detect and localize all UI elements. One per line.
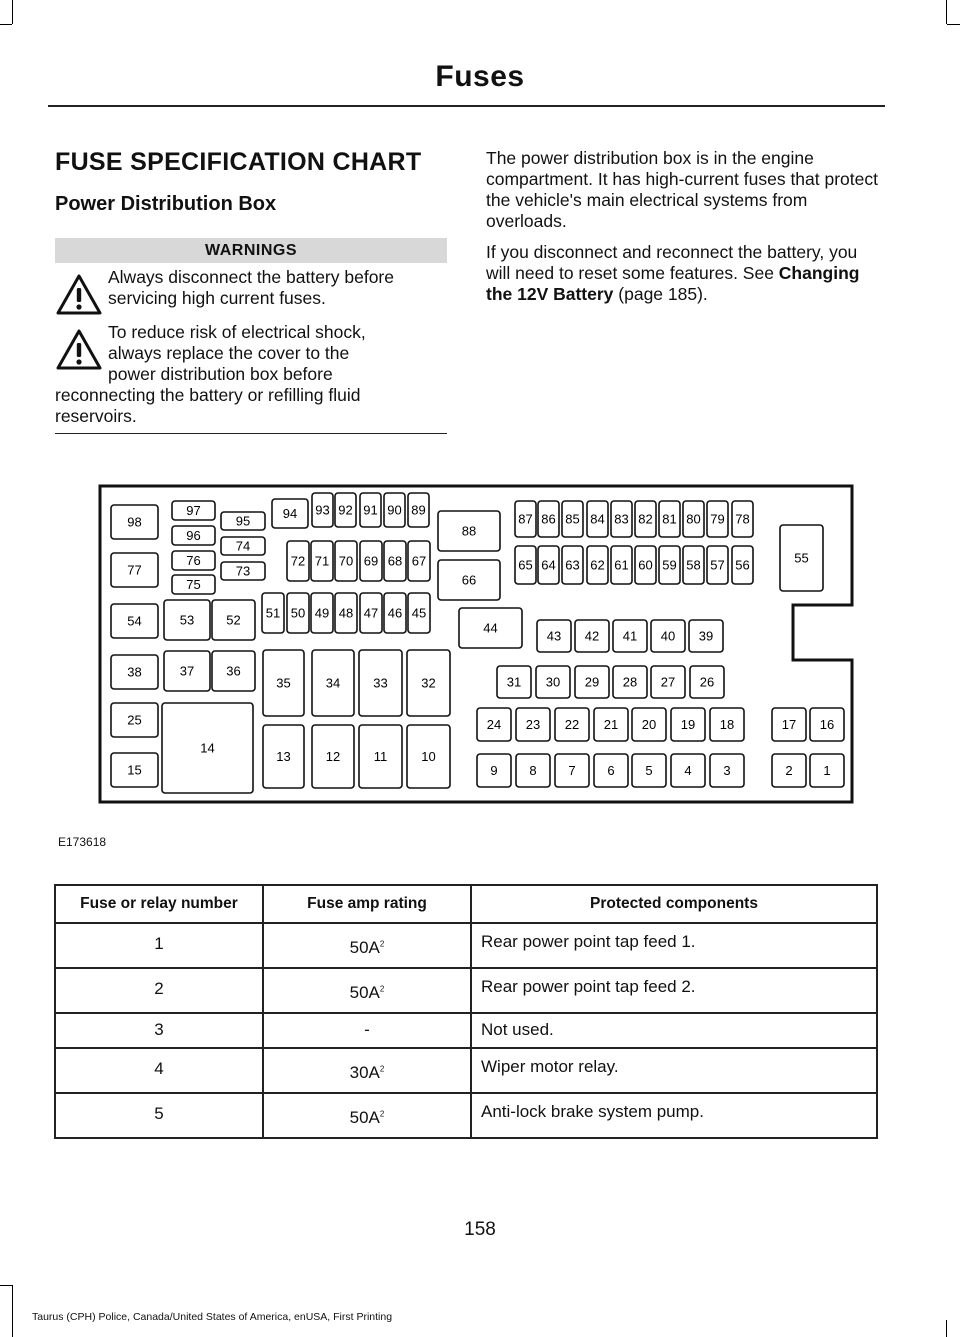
fuse-slot (384, 593, 406, 633)
fuse-label: 25 (127, 712, 142, 728)
fuse-label: 20 (641, 717, 657, 732)
fuse-slot (212, 651, 255, 691)
fuse-slot (111, 604, 158, 638)
fuse-label: 1 (823, 763, 831, 778)
fuse-slot (780, 525, 823, 591)
fuse-label: 11 (373, 749, 388, 764)
fuse-label: 44 (483, 620, 498, 636)
fuse-label: 96 (186, 528, 201, 543)
fuse-label: 43 (546, 628, 562, 644)
amp-rating (263, 968, 471, 1013)
fuse-slot (594, 708, 628, 741)
fuse-label: 86 (541, 511, 556, 527)
amp-value: - (364, 1020, 370, 1039)
fuse-label: 26 (699, 674, 715, 690)
fuse-slot (384, 493, 405, 527)
fuse-label: 5 (645, 763, 653, 778)
fuse-label: 8 (529, 763, 537, 778)
amp-rating (263, 1013, 471, 1048)
section-title: Power Distribution Box (55, 193, 277, 215)
fuse-number: 4 (55, 1048, 263, 1093)
amp-rating (263, 1093, 471, 1138)
fuse-slot (659, 546, 680, 584)
fuse-label: 45 (411, 605, 427, 621)
fuse-slot (162, 703, 253, 793)
crop-mark (12, 0, 13, 24)
fuse-slot (537, 620, 571, 652)
left-column (55, 148, 447, 434)
fuse-slot (384, 541, 406, 581)
fuse-slot (690, 666, 724, 698)
fuse-slot (221, 562, 265, 580)
fuse-label: 66 (461, 572, 477, 588)
fuse-number: 5 (55, 1093, 263, 1138)
fuse-slot (536, 666, 570, 698)
fuse-slot (408, 493, 429, 527)
fuse-label: 68 (387, 553, 403, 569)
protected-components: Rear power point tap feed 1. (471, 923, 877, 968)
fuse-label: 59 (662, 557, 677, 573)
fuse-label: 91 (363, 502, 378, 518)
fuse-slot (111, 655, 158, 689)
warning-triangle-icon (55, 328, 103, 372)
fuse-slot (555, 754, 589, 787)
fuse-label: 13 (276, 749, 291, 764)
fuse-slot (659, 501, 680, 537)
intro-paragraph: The power distribution box is in the engine compartment. It has high-current fuses that protect the vehicle's main electrical systems from overloads. (486, 148, 878, 231)
fuse-label: 70 (338, 553, 354, 569)
column-header: Protected components (471, 885, 877, 923)
fuse-label: 63 (565, 557, 580, 573)
fuse-number: 1 (55, 923, 263, 968)
fuse-label: 71 (314, 553, 330, 569)
warning-1-line-1: Always disconnect the battery before (108, 267, 394, 287)
warning-2-line-3: power distribution box before (108, 364, 333, 384)
cross-reference-link[interactable]: Changing the 12V Battery (486, 263, 860, 304)
fuse-slot (689, 620, 723, 652)
fuse-slot (613, 620, 647, 652)
fuse-slot (164, 651, 210, 691)
fuse-label: 48 (338, 605, 354, 621)
page-number: 158 (464, 1219, 496, 1240)
fuse-slot (516, 708, 550, 741)
fuse-label: 67 (411, 553, 427, 569)
fuse-label: 22 (564, 717, 580, 732)
fuse-slot (635, 501, 656, 537)
fuse-slot (221, 537, 265, 555)
fuse-label: 16 (819, 717, 835, 732)
fuse-slot (707, 546, 728, 584)
fuse-label: 72 (290, 553, 306, 569)
fuse-slot (335, 593, 357, 633)
table-row (55, 923, 877, 968)
fuse-label: 47 (363, 605, 379, 621)
fuse-slot (263, 725, 304, 788)
fuse-label: 17 (781, 717, 797, 732)
fuse-slot (408, 541, 430, 581)
fuse-label: 2 (785, 763, 793, 778)
fuse-label: 92 (338, 502, 353, 518)
column-header: Fuse amp rating (263, 885, 471, 923)
fuse-slot (287, 541, 309, 581)
fuse-label: 15 (127, 762, 142, 778)
warnings-banner: WARNINGS (55, 238, 447, 263)
fuse-label: 88 (461, 523, 477, 539)
fuse-label: 39 (698, 628, 714, 644)
fuse-label: 46 (387, 605, 403, 621)
fuse-slot (671, 754, 705, 787)
fuse-label: 21 (603, 717, 619, 732)
fuse-label: 32 (421, 675, 436, 691)
fuse-slot (212, 600, 255, 640)
fuse-slot (172, 526, 215, 545)
fuse-slot (335, 493, 356, 527)
fuse-label: 87 (518, 511, 533, 527)
fuse-label: 84 (590, 511, 605, 527)
fuse-label: 95 (235, 513, 251, 529)
fuse-slot (671, 708, 705, 741)
fuse-slot (538, 501, 559, 537)
fuse-slot (111, 505, 158, 539)
fuse-slot (707, 501, 728, 537)
fuse-box-diagram (97, 483, 857, 805)
fuse-label: 7 (568, 763, 576, 778)
fuse-slot (516, 754, 550, 787)
fuse-label: 58 (686, 557, 701, 573)
figure-id: E173618 (58, 835, 107, 849)
warning-2-line-4: reconnecting the battery or refilling fluid (55, 385, 361, 405)
protected-components: Wiper motor relay. (471, 1048, 877, 1093)
fuse-label: 55 (794, 550, 809, 566)
warning-1 (55, 267, 447, 309)
fuse-label: 82 (638, 511, 653, 527)
fuse-label: 6 (607, 763, 615, 778)
fuse-slot (111, 753, 158, 787)
fuse-label: 62 (590, 557, 605, 573)
warning-2-line-2: always replace the cover to the (108, 343, 350, 363)
footer-text: Taurus (CPH) Police, Canada/United States of America, enUSA, First Printing (32, 1311, 393, 1323)
fuse-slot (408, 593, 430, 633)
warning-2-line-5: reservoirs. (55, 406, 137, 426)
fuse-slot (312, 493, 333, 527)
fuse-label: 89 (411, 502, 426, 518)
fuse-label: 19 (680, 717, 696, 732)
fuse-label: 41 (622, 628, 638, 644)
fuse-slot (810, 754, 844, 787)
fuse-slot (772, 754, 806, 787)
fuse-slot (438, 511, 500, 551)
fuse-label: 64 (541, 557, 556, 573)
warning-1-line-2: servicing high current fuses. (108, 288, 326, 308)
fuse-slot (359, 725, 402, 788)
fuse-slot (683, 546, 704, 584)
fuse-slot (651, 620, 685, 652)
fuse-slot (272, 499, 308, 528)
page-reference: (page 185). (613, 284, 708, 304)
amp-value: 50A (349, 938, 380, 957)
fuse-label: 23 (525, 717, 541, 732)
table-row (55, 968, 877, 1013)
fuse-slot (312, 725, 354, 788)
fuse-label: 30 (545, 674, 561, 690)
fuse-label: 52 (226, 612, 241, 628)
fuse-slot (587, 546, 608, 584)
fuse-slot (555, 708, 589, 741)
fuse-label: 75 (186, 577, 201, 592)
fuse-label: 98 (127, 514, 142, 530)
warnings-divider (55, 433, 447, 434)
fuse-spec-table (54, 884, 878, 1139)
fuse-label: 12 (325, 749, 341, 764)
chart-title: FUSE SPECIFICATION CHART (55, 148, 422, 176)
fuse-slot (459, 608, 522, 648)
fuse-slot (575, 666, 609, 698)
fuse-slot (611, 546, 632, 584)
fuse-label: 28 (622, 674, 638, 690)
fuse-label: 36 (226, 663, 241, 679)
fuse-label: 29 (584, 674, 600, 690)
fuse-slot (262, 593, 284, 633)
fuse-slot (111, 553, 158, 587)
fuse-slot (632, 754, 666, 787)
fuse-label: 18 (719, 717, 735, 732)
fuse-slot (732, 546, 753, 584)
fuse-label: 34 (325, 675, 341, 691)
fuse-label: 35 (276, 675, 291, 691)
fuse-label: 79 (710, 511, 725, 527)
fuse-slot (810, 708, 844, 741)
fuse-slot (312, 650, 354, 716)
fuse-label: 40 (660, 628, 676, 644)
fuse-label: 38 (127, 664, 142, 680)
column-header: Fuse or relay number (55, 885, 263, 923)
protected-components: Not used. (471, 1013, 877, 1048)
fuse-slot (172, 501, 215, 520)
fuse-label: 69 (363, 553, 379, 569)
amp-value: 50A (349, 1108, 380, 1127)
fuse-label: 56 (735, 557, 750, 573)
fuse-slot (111, 703, 158, 737)
fuse-slot (360, 541, 382, 581)
fuse-slot (710, 708, 744, 741)
warning-2 (55, 322, 447, 427)
fuse-slot (710, 754, 744, 787)
fuse-label: 73 (235, 563, 251, 579)
header-divider (48, 105, 885, 107)
fuse-label: 53 (179, 612, 195, 628)
warning-2-line-1: To reduce risk of electrical shock, (108, 322, 366, 342)
fuse-slot (360, 593, 382, 633)
warning-triangle-icon (55, 273, 103, 317)
fuse-slot (477, 754, 511, 787)
battery-paragraph (486, 242, 881, 305)
fuse-slot (335, 541, 357, 581)
amp-value: 30A (349, 1063, 380, 1082)
fuse-slot (683, 501, 704, 537)
fuse-label: 65 (518, 557, 533, 573)
fuse-slot (311, 593, 333, 633)
fuse-slot (594, 754, 628, 787)
fuse-slot (562, 501, 583, 537)
fuse-slot (407, 725, 450, 788)
fuse-label: 83 (614, 511, 629, 527)
crop-mark (947, 24, 960, 25)
crop-mark (0, 24, 12, 25)
amp-rating (263, 923, 471, 968)
fuse-slot (263, 650, 304, 716)
fuse-label: 24 (486, 717, 502, 732)
fuse-slot (287, 593, 309, 633)
fuse-slot (538, 546, 559, 584)
fuse-label: 50 (290, 605, 306, 621)
fuse-label: 90 (387, 502, 402, 518)
fuse-label: 60 (638, 557, 653, 573)
fuse-slot (172, 551, 215, 570)
protected-components: Rear power point tap feed 2. (471, 968, 877, 1013)
fuse-slot (772, 708, 806, 741)
fuse-label: 14 (200, 740, 215, 756)
fuse-label: 51 (265, 605, 281, 621)
page-title: Fuses (435, 60, 525, 93)
fuse-slot (172, 575, 215, 594)
fuse-slot (611, 501, 632, 537)
crop-mark (12, 1285, 13, 1337)
fuse-label: 77 (127, 562, 142, 578)
fuse-slot (562, 546, 583, 584)
fuse-slot (587, 501, 608, 537)
table-row (55, 1048, 877, 1093)
crop-mark (0, 1285, 12, 1286)
fuse-slot (613, 666, 647, 698)
footnote-marker: 2 (379, 1064, 385, 1074)
fuse-label: 9 (490, 763, 498, 778)
fuse-label: 76 (186, 553, 201, 568)
fuse-slot (575, 620, 609, 652)
table-header-row (55, 885, 877, 923)
fuse-slot (360, 493, 381, 527)
amp-value: 50A (349, 983, 380, 1002)
fuse-label: 80 (686, 511, 701, 527)
fuse-slot (651, 666, 685, 698)
fuse-slot (477, 708, 511, 741)
fuse-label: 49 (314, 605, 330, 621)
fuse-number: 2 (55, 968, 263, 1013)
fuse-label: 78 (735, 511, 750, 527)
fuse-slot (635, 546, 656, 584)
footnote-marker: 2 (379, 984, 385, 994)
battery-paragraph-text: If you disconnect and reconnect the battery, you will need to reset some features. See (486, 242, 858, 283)
fuse-label: 31 (506, 674, 522, 690)
fuse-label: 42 (584, 628, 600, 644)
fuse-slot (221, 512, 265, 530)
fuse-label: 93 (315, 502, 330, 518)
fuse-label: 37 (179, 663, 195, 679)
table-row (55, 1013, 877, 1048)
fuse-label: 97 (186, 503, 201, 518)
fuse-slot (407, 650, 450, 716)
fuse-number: 3 (55, 1013, 263, 1048)
crop-mark (946, 0, 947, 24)
fuse-slot (164, 600, 210, 640)
fuse-slot (732, 501, 753, 537)
fuse-slot (515, 546, 536, 584)
fuse-label: 10 (421, 749, 436, 764)
fuse-label: 81 (662, 511, 677, 527)
fuse-label: 57 (710, 557, 725, 573)
amp-rating (263, 1048, 471, 1093)
fuse-slot (632, 708, 666, 741)
fuse-label: 54 (127, 613, 142, 629)
fuse-slot (311, 541, 333, 581)
fuse-label: 94 (282, 506, 298, 521)
footnote-marker: 2 (379, 1109, 385, 1119)
fuse-slot (359, 650, 402, 716)
fuse-slot (515, 501, 536, 537)
fuse-label: 61 (614, 557, 629, 573)
footnote-marker: 2 (379, 939, 385, 949)
right-column (486, 148, 881, 315)
table-row (55, 1093, 877, 1138)
fuse-label: 3 (723, 763, 731, 778)
fuse-label: 27 (660, 674, 676, 690)
fuse-slot (497, 666, 531, 698)
fuse-slot (438, 560, 500, 600)
fuse-label: 33 (373, 675, 388, 691)
crop-mark (946, 1320, 947, 1337)
fuse-label: 85 (565, 511, 580, 527)
fuse-label: 74 (235, 538, 251, 554)
fuse-label: 4 (684, 763, 692, 778)
protected-components: Anti-lock brake system pump. (471, 1093, 877, 1138)
